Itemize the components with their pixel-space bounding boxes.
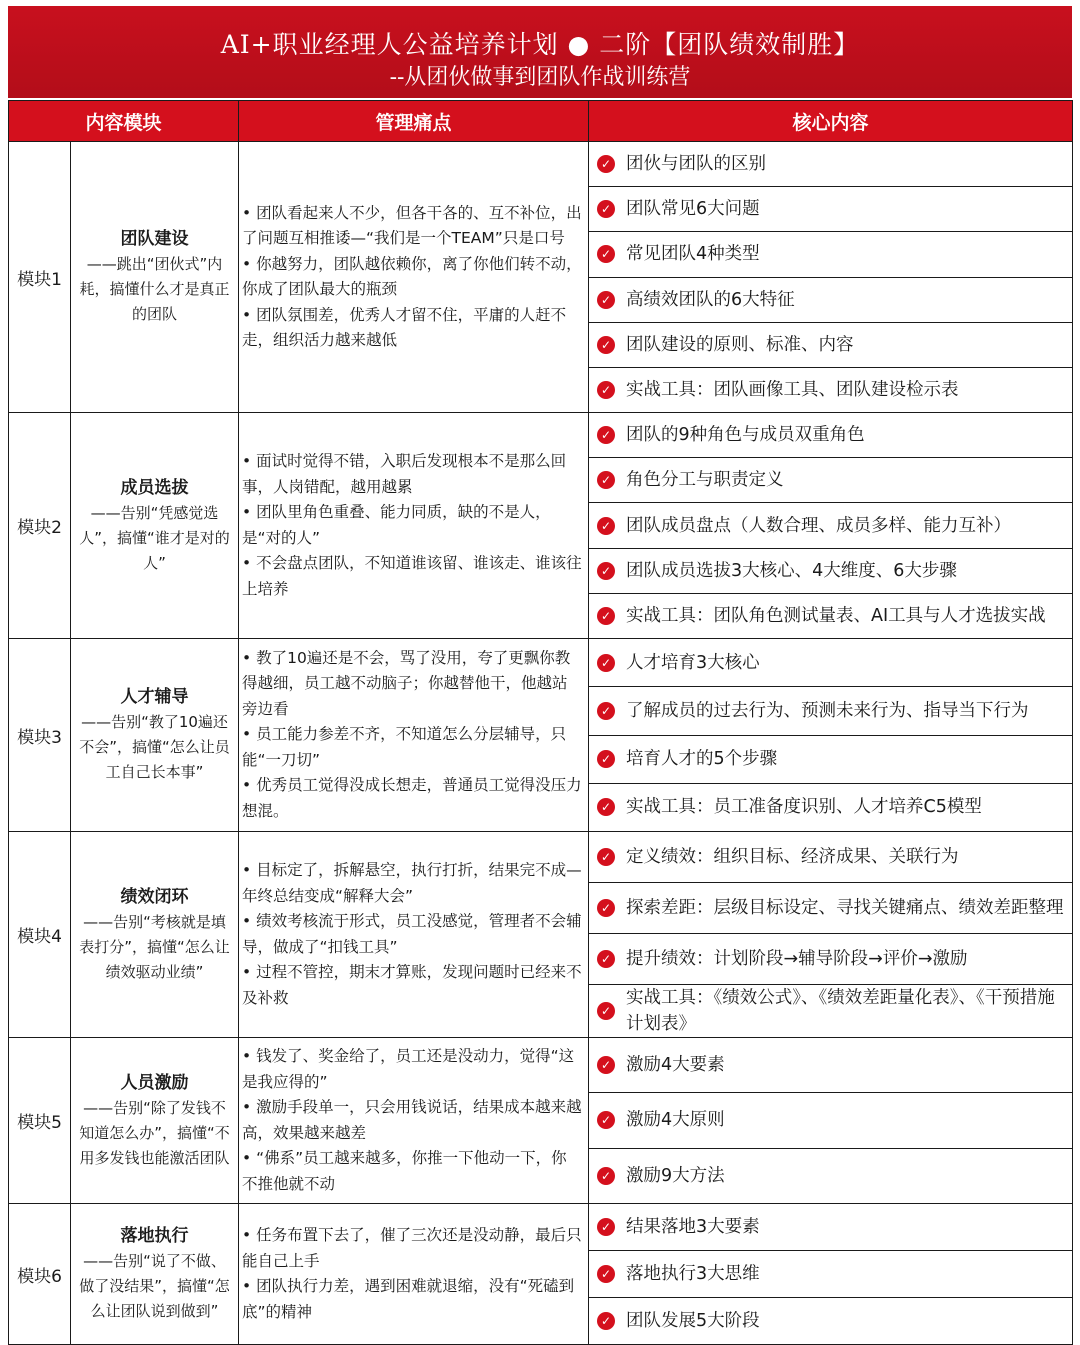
pain-point: • 目标定了，拆解悬空，执行打折，结果完不成—年终总结变成“解释大会” [242,861,582,905]
core-item-text: 了解成员的过去行为、预测未来行为、指导当下行为 [626,700,1029,721]
core-item [589,1038,1072,1092]
core-content-cell [589,142,1073,413]
pain-point: • 团队里角色重叠、能力同质，缺的不是人，是“对的人” [242,503,551,547]
pain-points-cell [239,639,589,832]
core-item [589,231,1072,276]
check-circle-icon: ✓ [597,848,615,866]
core-item [589,933,1072,984]
core-item [589,277,1072,322]
table-row [9,413,1073,639]
check-circle-icon: ✓ [597,291,615,309]
check-circle-icon: ✓ [597,1111,615,1129]
check-circle-icon: ✓ [597,336,615,354]
core-item [589,413,1072,457]
core-item-text: 实战工具：团队角色测试量表、AI工具与人才选拔实战 [626,605,1046,626]
module-id: 模块6 [9,1204,71,1345]
core-item-text: 团队的9种角色与成员双重角色 [626,425,865,446]
check-circle-icon: ✓ [597,517,615,535]
check-circle-icon: ✓ [597,1002,615,1020]
core-item-text: 角色分工与职责定义 [626,470,784,491]
pain-point: • 激励手段单一，只会用钱说话，结果成本越来越高，效果越来越差 [242,1098,582,1142]
module-name: 人员激励 [120,1072,189,1093]
module-id: 模块1 [9,142,71,413]
module-name-cell [71,413,239,639]
pain-points-cell [239,832,589,1038]
table-body [9,142,1073,1345]
module-name: 落地执行 [120,1226,189,1246]
table-header-row [9,101,1073,142]
core-content-cell [589,832,1073,1038]
page-subtitle: --从团伙做事到团队作战训练营 [389,65,691,90]
check-circle-icon: ✓ [597,562,615,580]
core-item-text: 团队成员盘点（人数合理、成员多样、能力互补） [626,515,1012,536]
core-item [589,457,1072,502]
pain-points-cell [239,142,589,413]
core-item-text: 结果落地3大要素 [626,1217,760,1237]
pain-point: • 教了10遍还是不会，骂了没用，夸了更飘你教得越细，员工越不动脑子；你越替他干，他越站旁边看 [242,648,571,718]
check-circle-icon: ✓ [597,381,615,399]
core-list [589,413,1072,638]
check-circle-icon: ✓ [597,702,615,720]
table-row [9,1204,1073,1345]
check-circle-icon: ✓ [597,654,615,672]
module-name-cell [71,1038,239,1204]
core-item-text: 实战工具：员工准备度识别、人才培养C5模型 [626,797,982,818]
core-item-text: 激励9大方法 [626,1165,725,1186]
table-row [9,639,1073,832]
core-item-text: 培育人才的5个步骤 [626,749,778,770]
pain-point: • 过程不管控，期末才算账，发现问题时已经来不及补救 [242,963,582,1007]
core-item [589,142,1072,186]
module-name-cell [71,1204,239,1345]
pain-point: • 团队执行力差，遇到困难就退缩，没有“死磕到底”的精神 [242,1277,575,1321]
core-item [589,1297,1072,1344]
check-circle-icon: ✓ [597,1167,615,1185]
check-circle-icon: ✓ [597,950,615,968]
check-circle-icon: ✓ [597,798,615,816]
core-item-text: 团队常见6大问题 [626,199,760,220]
core-item-text: 团伙与团队的区别 [626,154,767,175]
check-circle-icon: ✓ [597,155,615,173]
core-item [589,832,1072,882]
core-item-text: 人才培育3大核心 [626,652,760,673]
core-item [589,639,1072,686]
core-content-cell [589,1038,1073,1204]
pain-point: • 任务布置下去了，催了三次还是没动静，最后只能自己上手 [242,1226,582,1270]
core-item [589,984,1072,1037]
module-name-cell [71,832,239,1038]
table-row [9,832,1073,1038]
module-name-cell [71,142,239,413]
module-desc: ——告别“教了10遍还不会”，搞懂“怎么让员工自己长本事” [79,713,230,781]
check-circle-icon: ✓ [597,471,615,489]
col-header-core: 核心内容 [589,101,1073,142]
pain-point: • 团队氛围差，优秀人才留不住，平庸的人赶不走，组织活力越来越低 [242,305,567,349]
col-header-module: 内容模块 [9,101,239,142]
module-name-cell [71,639,239,832]
module-id: 模块5 [9,1038,71,1204]
pain-point: • 面试时觉得不错，入职后发现根本不是那么回事，人岗错配，越用越累 [242,452,567,496]
module-id: 模块4 [9,832,71,1038]
core-item-text: 团队建设的原则、标准、内容 [626,334,854,355]
core-content-cell [589,413,1073,639]
core-item-text: 团队成员选拔3大核心、4大维度、6大步骤 [626,560,957,581]
core-item [589,1204,1072,1250]
module-desc: ——告别“凭感觉选人”，搞懂“谁才是对的人” [79,503,230,572]
module-name: 绩效闭环 [120,886,189,907]
core-item-text: 高绩效团队的6大特征 [626,289,795,310]
core-item [589,548,1072,593]
module-id: 模块3 [9,639,71,832]
pain-point: • 团队看起来人不少，但各干各的、互不补位，出了问题互相推诿—“我们是一个TEAM”只是口号 [242,203,582,247]
core-list [589,1038,1072,1203]
module-desc: ——告别“说了不做、做了没结果”，搞懂“怎么让团队说到做到” [79,1252,230,1320]
core-list [589,1204,1072,1344]
core-item-text: 探索差距：层级目标设定、寻找关键痛点、绩效差距整理 [626,898,1064,918]
check-circle-icon: ✓ [597,1265,615,1283]
module-desc: ——告别“考核就是填表打分”，搞懂“怎么让绩效驱动业绩” [79,912,230,981]
check-circle-icon: ✓ [597,607,615,625]
core-item [589,1250,1072,1297]
table-row [9,142,1073,413]
pain-point: • 你越努力，团队越依赖你，离了你他们转不动，你成了团队最大的瓶颈 [242,254,582,298]
core-item [589,322,1072,367]
check-circle-icon: ✓ [597,200,615,218]
core-item-text: 激励4大原则 [626,1110,725,1131]
core-item-text: 实战工具：团队画像工具、团队建设检示表 [626,379,959,400]
pain-point: • 优秀员工觉得没成长想走，普通员工觉得没压力想混。 [242,776,582,820]
col-header-pain: 管理痛点 [239,101,589,142]
core-content-cell [589,1204,1073,1345]
pain-point: • “佛系”员工越来越多，你推一下他动一下，你不推他就不动 [242,1149,567,1193]
check-circle-icon: ✓ [597,1218,615,1236]
pain-points-cell [239,413,589,639]
core-list [589,142,1072,412]
pain-points-cell [239,1038,589,1204]
core-item [589,1148,1072,1203]
core-item-text: 实战工具：《绩效公式》、《绩效差距量化表》、《干预措施计划表》 [626,988,1055,1034]
module-desc: ——告别“除了发钱不知道怎么办”，搞懂“不用多发钱也能激活团队 [79,1098,230,1167]
core-item [589,882,1072,933]
core-item-text: 团队发展5大阶段 [626,1311,760,1331]
page-header [8,6,1072,98]
core-item-text: 提升绩效：计划阶段→辅导阶段→评价→激励 [626,949,968,969]
core-item-text: 落地执行3大思维 [626,1264,760,1284]
curriculum-table [8,100,1073,1345]
module-name: 人才辅导 [120,687,189,707]
pain-point: • 不会盘点团队，不知道谁该留、谁该走、谁该往上培养 [242,554,582,598]
check-circle-icon: ✓ [597,426,615,444]
core-item-text: 定义绩效：组织目标、经济成果、关联行为 [626,847,959,867]
core-item [589,783,1072,831]
core-item [589,593,1072,638]
check-circle-icon: ✓ [597,899,615,917]
core-item [589,367,1072,412]
module-id: 模块2 [9,413,71,639]
check-circle-icon: ✓ [597,1056,615,1074]
check-circle-icon: ✓ [597,750,615,768]
core-item [589,686,1072,734]
pain-points-cell [239,1204,589,1345]
module-desc: ——跳出“团伙式”内耗，搞懂什么才是真正的团队 [79,255,230,323]
core-item [589,186,1072,231]
pain-point: • 钱发了、奖金给了，员工还是没动力，觉得“这是我应得的” [242,1047,575,1091]
module-name: 成员选拔 [120,477,189,498]
pain-point: • 员工能力参差不齐，不知道怎么分层辅导，只能“一刀切” [242,725,567,769]
check-circle-icon: ✓ [597,245,615,263]
core-content-cell [589,639,1073,832]
table-row [9,1038,1073,1204]
module-name: 团队建设 [120,229,189,249]
core-item-text: 激励4大要素 [626,1055,725,1076]
core-item [589,1092,1072,1147]
core-item-text: 常见团队4种类型 [626,244,760,265]
check-circle-icon: ✓ [597,1312,615,1330]
page-title: AI+职业经理人公益培养计划 ● 二阶【团队绩效制胜】 [220,30,860,59]
core-list [589,832,1072,1037]
core-list [589,639,1072,831]
core-item [589,502,1072,547]
pain-point: • 绩效考核流于形式，员工没感觉，管理者不会辅导，做成了“扣钱工具” [242,912,582,956]
core-item [589,735,1072,783]
